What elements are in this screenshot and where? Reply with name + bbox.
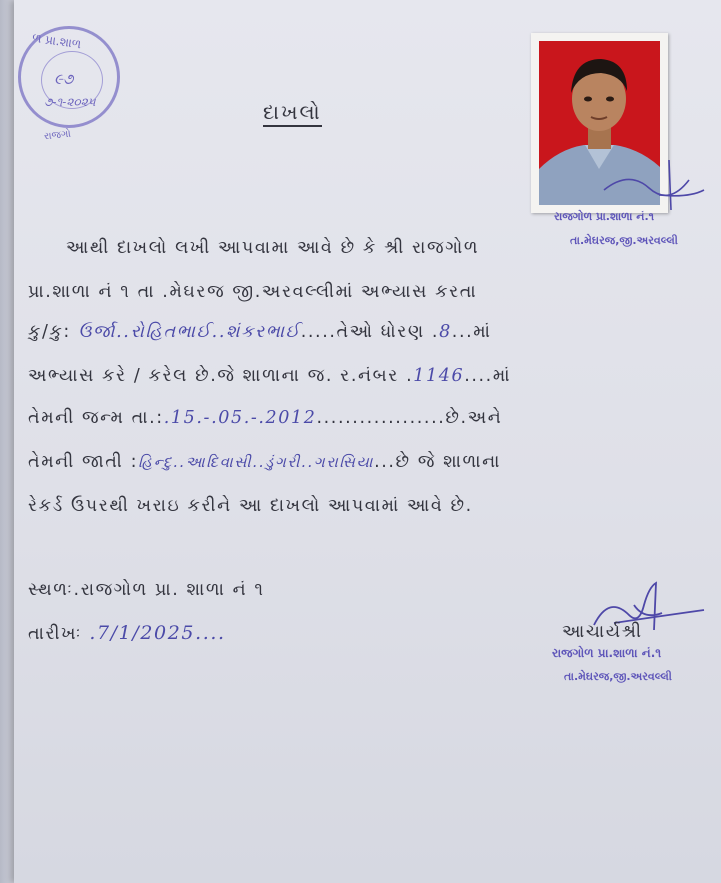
- date-label: તારીખઃ: [28, 624, 83, 644]
- body-line-5: [28, 408, 502, 428]
- date-value: .7/1/2025....: [89, 622, 226, 644]
- caste-suffix: ...છે જે શાળાના: [374, 452, 502, 472]
- body-line-1-text: આથી દાખલો લખી આપવામા આવે છે કે શ્રી રાજગોળ: [66, 238, 480, 258]
- caste-label: તેમની જાતી :: [28, 452, 139, 472]
- standard-label: .....તેઓ ધોરણ .: [300, 322, 440, 342]
- certificate-title: દાખલો: [263, 100, 322, 127]
- paper-edge-shadow: [0, 0, 14, 883]
- standard-suffix: ...માં: [451, 322, 492, 342]
- gr-number: 1146: [413, 366, 465, 386]
- photo-seal-line2: તા.મેઘરજ,જી.અરવલ્લી: [570, 234, 678, 247]
- stamp-number: ૯૭: [54, 70, 74, 88]
- place-label: સ્થળઃ.રાજગોળ પ્રા. શાળા નં ૧: [28, 580, 265, 600]
- body-line-7-text: રેકર્ડ ઉપરથી ખરાઇ કરીને આ દાખલો આપવામાં આવે છે.: [28, 496, 473, 516]
- place-line: [28, 580, 265, 600]
- body-line-4: [28, 366, 511, 386]
- student-name: ઉર્જા..રોહિતભાઈ..શંકરભાઈ: [78, 322, 301, 342]
- body-line-7: [28, 496, 473, 516]
- principal-seal-line1: રાજગોળ પ્રા.શાળા નં.૧: [552, 646, 662, 660]
- birth-date-label: તેમની જન્મ તા.:: [28, 408, 164, 428]
- body-line-1: [66, 238, 479, 258]
- standard-value: 8: [439, 322, 452, 342]
- student-prefix: કુ/કુ:: [28, 322, 71, 342]
- birth-date-value: .15.-.05.-.2012: [163, 408, 317, 428]
- gr-label: અભ્યાસ કરે / કરેલ છે.જે શાળાના જ. ર.નંબર .: [28, 366, 414, 386]
- stamp-top-arc: ળ પ્રા.શાળ: [31, 30, 83, 52]
- stamp-bottom-arc: રાજગો: [43, 128, 72, 143]
- photo-seal-line1: રાજગોળ પ્રા.શાળા નં.૧: [554, 210, 655, 223]
- gr-suffix: ....માં: [464, 366, 512, 386]
- certificate-page: [14, 0, 721, 883]
- principal-seal-line2: તા.મેઘરજ,જી.અરવલ્લી: [564, 670, 672, 683]
- body-line-3: [28, 322, 492, 342]
- signer-title: આચાર્યશ્રી: [562, 622, 643, 642]
- body-line-2-text: પ્રા.શાળા નં ૧ તા .મેઘરજ જી.અરવલ્લીમાં અભ્યાસ કરતા: [28, 282, 478, 302]
- body-line-2: [28, 282, 477, 302]
- stamp-date: ૭-૧-૨૦૨૫: [44, 95, 96, 109]
- date-line: [28, 622, 226, 644]
- birth-date-suffix: ..................છે.અને: [316, 408, 503, 428]
- caste-value: હિન્દુ..આદિવાસી..ડુંગરી..ગરાસિયા: [138, 453, 375, 471]
- body-line-6: [28, 452, 501, 472]
